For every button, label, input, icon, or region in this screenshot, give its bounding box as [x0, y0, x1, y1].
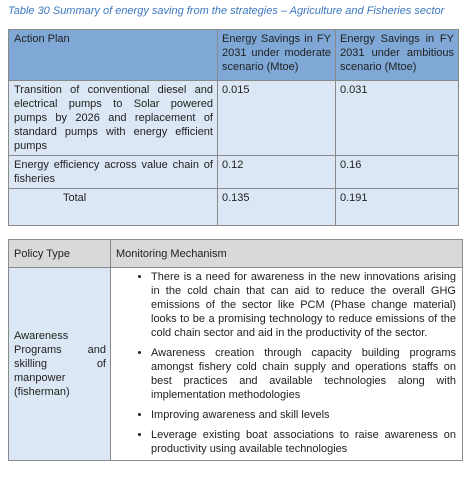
table-caption: Table 30 Summary of energy saving from the strategies – Agriculture and Fisheries sector [8, 5, 445, 17]
policy-type-line: Awareness [14, 330, 69, 342]
header-policy-type: Policy Type [9, 240, 111, 268]
table-header-row [9, 240, 463, 268]
mechanism-list [115, 270, 456, 456]
table-row [9, 81, 459, 156]
list-item: • Leverage existing boat associations to raise awareness on productivity using available technologies [151, 428, 456, 456]
total-row [9, 189, 459, 226]
moderate-value-cell: 0.015 [218, 81, 336, 156]
total-ambitious-cell: 0.191 [336, 189, 459, 226]
monitoring-mechanism-cell [111, 268, 463, 461]
policy-type-cell [9, 268, 111, 461]
header-ambitious-scenario: Energy Savings in FY 2031 under ambitious scenario (Mtoe) [336, 30, 459, 81]
policy-type-line: Programs and [14, 344, 106, 356]
header-moderate-scenario: Energy Savings in FY 2031 under moderate scenario (Mtoe) [218, 30, 336, 81]
header-action-plan: Action Plan [9, 30, 218, 81]
list-item: • Improving awareness and skill levels [151, 408, 456, 422]
list-item: • There is a need for awareness in the new innovations arising in the cold chain that can aid to reduce the overall GHG emissions of the sector like PCM (Phase change material) looks to be a promising technology to reduce emissions of the cold chain sector and aid in the productivity of the sector. [151, 270, 456, 340]
action-plan-cell: Transition of conventional diesel and electrical pumps to Solar powered pumps by 2026 and replacement of standard pumps with energy efficient pumps [9, 81, 218, 156]
energy-savings-table [8, 29, 459, 226]
table-header-row [9, 30, 459, 81]
table-row [9, 156, 459, 189]
policy-type-line: (fisherman) [14, 386, 70, 398]
header-monitoring-mechanism: Monitoring Mechanism [111, 240, 463, 268]
action-plan-cell: Energy efficiency across value chain of fisheries [9, 156, 218, 189]
table-row [9, 268, 463, 461]
policy-type-line: manpower [14, 372, 66, 384]
total-moderate-cell: 0.135 [218, 189, 336, 226]
ambitious-value-cell: 0.16 [336, 156, 459, 189]
policy-type-line: skilling of [14, 358, 106, 370]
list-item: • Awareness creation through capacity building programs amongst fishery cold chain supply and operations staffs on best practices and available technologies along with implementation methodologies [151, 346, 456, 402]
policy-monitoring-table [8, 239, 463, 461]
total-label-cell: Total [9, 189, 218, 226]
ambitious-value-cell: 0.031 [336, 81, 459, 156]
moderate-value-cell: 0.12 [218, 156, 336, 189]
